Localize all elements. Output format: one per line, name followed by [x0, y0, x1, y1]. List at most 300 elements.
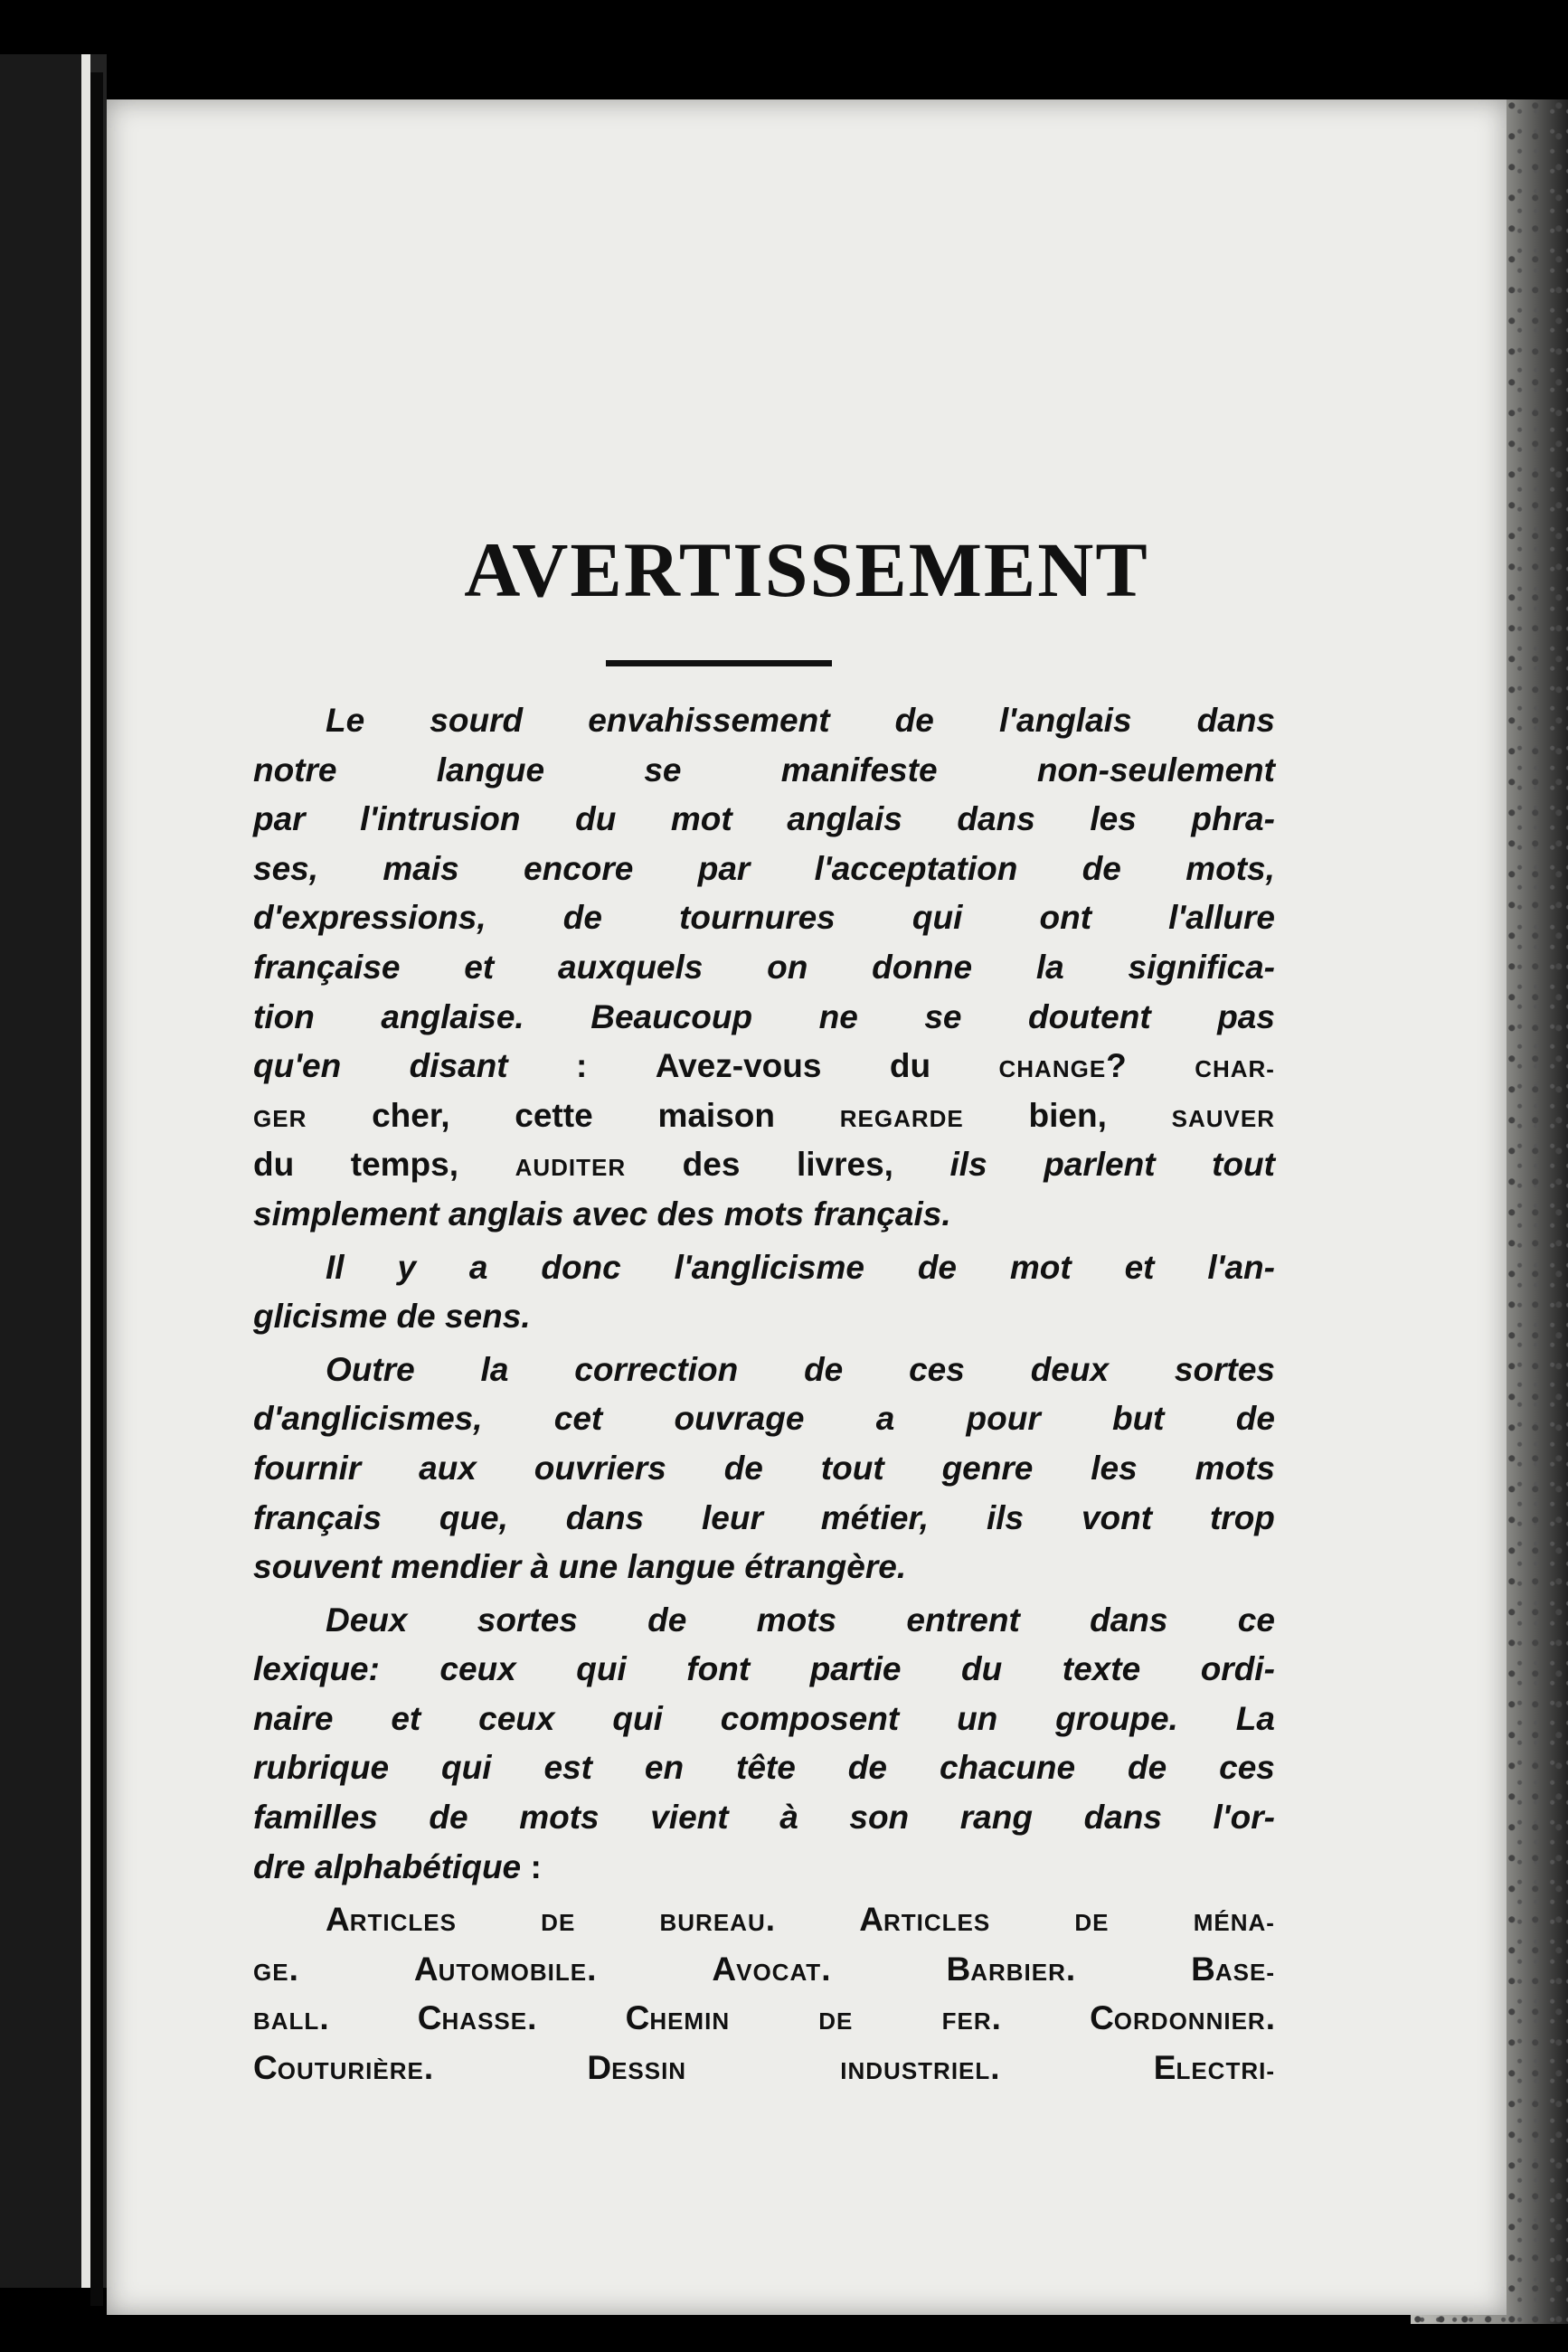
word: [626, 1994, 731, 2044]
text-segment: à: [530, 1548, 550, 1586]
text-segment: A: [413, 1950, 439, 1988]
text-line: [253, 746, 1275, 796]
word: [1201, 1645, 1275, 1695]
text-segment: de: [562, 899, 602, 937]
text-segment: ne: [818, 997, 858, 1035]
word: [656, 1042, 822, 1091]
text-segment: .: [821, 1950, 831, 1988]
text-segment: de: [917, 1248, 958, 1286]
text-segment: genre: [941, 1449, 1034, 1487]
word: [724, 1444, 763, 1494]
word: [253, 1695, 333, 1744]
word: [781, 746, 938, 796]
word: [481, 1346, 509, 1395]
text-segment: tournures: [679, 899, 836, 937]
text-segment: du: [253, 1146, 295, 1184]
text-segment: C: [253, 2049, 278, 2087]
word: [1191, 795, 1275, 845]
word: [1090, 795, 1136, 845]
text-segment: bien,: [1028, 1096, 1107, 1134]
word: [657, 1190, 715, 1240]
text-segment: ASE-: [1214, 1958, 1275, 1986]
text-segment: la: [1035, 948, 1064, 986]
text-segment: DE: [541, 1909, 576, 1937]
word: [849, 1793, 909, 1843]
text-line: [253, 1494, 1275, 1544]
text-segment: mots: [756, 1601, 837, 1639]
text-segment: vient: [650, 1799, 729, 1837]
word: [660, 1895, 776, 1945]
text-segment: OUTURIÈRE: [277, 2057, 424, 2085]
word: [253, 845, 318, 894]
word: [360, 795, 520, 845]
text-segment: entrent: [906, 1601, 1020, 1639]
text-segment: D: [587, 2049, 612, 2087]
text-segment: en: [644, 1749, 685, 1787]
word: [1082, 1494, 1152, 1544]
text-segment: LECTRI-: [1176, 2057, 1275, 2085]
text-segment: ce: [1237, 1601, 1275, 1639]
word: [1212, 1140, 1275, 1190]
word: [253, 795, 306, 845]
text-segment: INDUSTRIEL: [840, 2057, 991, 2085]
text-segment: :: [530, 1847, 542, 1885]
word: [840, 2044, 999, 2093]
text-line: [253, 1091, 1275, 1141]
text-segment: l'anglais: [998, 702, 1132, 739]
word: [683, 1140, 741, 1190]
text-segment: tout: [1212, 1146, 1275, 1184]
text-segment: maison: [657, 1096, 775, 1134]
word: [1040, 893, 1092, 943]
word: [541, 1243, 620, 1293]
book-page: [107, 99, 1507, 2315]
word: [1236, 1695, 1275, 1744]
word: [818, 1994, 853, 2044]
text-segment: correction: [574, 1350, 739, 1388]
text-segment: aux: [419, 1449, 477, 1487]
text-segment: ces: [1219, 1749, 1275, 1787]
text-segment: Avez-vous: [655, 1047, 822, 1085]
word: [419, 1444, 477, 1494]
text-segment: anglais: [448, 1195, 564, 1233]
word: [961, 1645, 1002, 1695]
word: [383, 845, 458, 894]
word: [940, 1743, 1075, 1793]
word: [1063, 1645, 1140, 1695]
text-segment: ESSIN: [611, 2057, 687, 2085]
word: [779, 1793, 798, 1843]
text-segment: RTICLES: [349, 1909, 457, 1937]
word: [587, 2044, 686, 2093]
word: [563, 893, 602, 943]
word: [1125, 1243, 1155, 1293]
word: [1091, 1444, 1137, 1494]
word: [439, 1645, 515, 1695]
word: [813, 1190, 950, 1240]
text-segment: tête: [736, 1749, 796, 1787]
word: [840, 1091, 964, 1141]
text-line: [253, 1140, 1275, 1190]
text-segment: métier,: [820, 1498, 930, 1536]
text-segment: ouvrage: [674, 1400, 805, 1438]
text-line: [253, 1895, 1275, 1945]
text-line: [253, 1596, 1275, 1646]
title-rule: [606, 660, 832, 666]
word: [967, 1394, 1041, 1444]
word: [1044, 1140, 1155, 1190]
word: [960, 1793, 1033, 1843]
word: [253, 1140, 294, 1190]
text-segment: du: [889, 1047, 931, 1085]
text-segment: B: [946, 1950, 971, 1988]
text-line: [253, 1292, 1275, 1342]
text-segment: font: [686, 1650, 751, 1688]
text-segment: mots: [723, 1195, 805, 1233]
text-segment: on: [767, 948, 808, 986]
text-segment: les: [1090, 800, 1137, 838]
text-segment: un: [957, 1699, 998, 1737]
text-segment: temps,: [350, 1146, 459, 1184]
text-segment: phra-: [1191, 800, 1275, 838]
text-segment: A: [326, 1901, 350, 1939]
word: [998, 1042, 1126, 1091]
text-segment: fournir: [253, 1449, 362, 1487]
word: [757, 1596, 836, 1646]
text-segment: qu'en: [253, 1047, 342, 1085]
text-segment: dans: [565, 1498, 645, 1536]
text-segment: .: [765, 1901, 776, 1939]
text-segment: de: [1235, 1400, 1275, 1438]
word: [253, 993, 315, 1043]
text-segment: y: [397, 1248, 417, 1286]
word: [950, 1140, 987, 1190]
text-segment: l'allure: [1168, 899, 1275, 937]
text-segment: sens.: [444, 1298, 531, 1336]
word: [437, 746, 544, 796]
text-segment: deux: [1030, 1350, 1110, 1388]
paragraph-5: [253, 1895, 1275, 2096]
text-segment: qui: [441, 1749, 492, 1787]
text-segment: à: [779, 1799, 798, 1837]
text-segment: rang: [959, 1799, 1033, 1837]
text-segment: de: [647, 1601, 687, 1639]
word: [449, 1190, 564, 1240]
word: [1028, 993, 1151, 1043]
word: [698, 845, 751, 894]
text-segment: une: [558, 1548, 619, 1586]
word: [1195, 1042, 1275, 1091]
word: [253, 1945, 298, 1995]
word: [736, 1743, 796, 1793]
word: [253, 1994, 329, 2044]
word: [1191, 1945, 1275, 1995]
text-segment: simplement: [253, 1195, 439, 1233]
word: [574, 1346, 738, 1395]
text-segment: SAUVER: [1171, 1104, 1275, 1132]
text-segment: pour: [966, 1400, 1041, 1438]
word: [253, 1645, 380, 1695]
text-segment: partie: [809, 1650, 902, 1688]
word: [987, 1494, 1024, 1544]
word: [1055, 1695, 1178, 1744]
word: [1217, 993, 1275, 1043]
text-segment: se: [644, 751, 682, 789]
word: [946, 1945, 1075, 1995]
word: [1029, 1091, 1107, 1141]
word: [872, 943, 972, 993]
text-segment: ils: [986, 1498, 1025, 1536]
word: [1168, 893, 1275, 943]
text-segment: donc: [541, 1248, 621, 1286]
word: [524, 845, 633, 894]
text-line: [253, 1945, 1275, 1995]
word: [918, 1243, 957, 1293]
word: [1214, 1793, 1275, 1843]
text-segment: familles: [253, 1799, 378, 1837]
word: [906, 1596, 1019, 1646]
word: [326, 1243, 345, 1293]
text-segment: la: [480, 1350, 509, 1388]
word: [253, 1494, 382, 1544]
word: [1207, 1243, 1275, 1293]
text-segment: DE: [818, 2007, 854, 2036]
word: [253, 1042, 341, 1091]
book-spine-edge: [90, 72, 103, 2306]
text-segment: MÉNA-: [1193, 1909, 1275, 1937]
text-segment: mot: [1009, 1248, 1072, 1286]
text-segment: encore: [524, 849, 634, 887]
text-segment: mendier: [391, 1548, 522, 1586]
text-line: [253, 1243, 1275, 1293]
text-segment: ?: [1106, 1047, 1127, 1085]
text-line: [253, 893, 1275, 943]
word: [1175, 1346, 1275, 1395]
text-segment: HEMIN: [649, 2007, 731, 2036]
word: [724, 1190, 804, 1240]
text-segment: se: [924, 997, 962, 1035]
word: [1082, 845, 1121, 894]
word: [253, 1190, 439, 1240]
word: [957, 795, 1034, 845]
word: [657, 1091, 775, 1141]
word: [644, 746, 681, 796]
text-segment: C: [1090, 1999, 1114, 2037]
text-segment: ordi-: [1200, 1650, 1275, 1688]
word: [554, 1394, 602, 1444]
word: [253, 1292, 387, 1342]
text-segment: significa-: [1128, 948, 1275, 986]
text-segment: qui: [576, 1650, 627, 1688]
text-segment: par: [697, 849, 751, 887]
word: [675, 1243, 864, 1293]
word: [253, 1743, 389, 1793]
word: [1084, 1793, 1162, 1843]
text-segment: .: [990, 2049, 1000, 2087]
word: [576, 1042, 587, 1091]
text-segment: langue: [627, 1548, 735, 1586]
text-segment: et: [1124, 1248, 1155, 1286]
text-segment: l'anglicisme: [674, 1248, 864, 1286]
word: [909, 1346, 965, 1395]
text-segment: parlent: [1044, 1146, 1156, 1184]
word: [469, 1243, 488, 1293]
text-segment: chacune: [939, 1749, 1076, 1787]
text-segment: REGARDE: [839, 1104, 964, 1132]
text-segment: son: [849, 1799, 910, 1837]
word: [253, 1394, 483, 1444]
text-segment: français.: [813, 1195, 951, 1233]
text-segment: de: [804, 1350, 844, 1388]
text-segment: l'or-: [1213, 1799, 1275, 1837]
text-segment: VOCAT: [736, 1958, 822, 1986]
text-segment: FER: [941, 2007, 992, 2036]
word: [744, 1543, 906, 1592]
text-segment: sourd: [430, 702, 524, 739]
word: [588, 696, 829, 746]
text-segment: d'anglicismes,: [253, 1400, 483, 1438]
word: [848, 1743, 887, 1793]
text-segment: ses,: [253, 849, 319, 887]
word: [804, 1346, 843, 1395]
text-segment: que,: [439, 1498, 508, 1536]
word: [351, 1140, 458, 1190]
text-segment: ORDONNIER: [1113, 2007, 1266, 2036]
word: [942, 1444, 1034, 1494]
word: [1154, 2044, 1275, 2093]
text-segment: a: [468, 1248, 488, 1286]
word: [531, 1843, 542, 1893]
text-segment: .: [319, 1999, 329, 2037]
word: [1238, 1596, 1275, 1646]
word: [671, 795, 732, 845]
text-segment: .: [288, 1950, 298, 1988]
text-line: [253, 993, 1275, 1043]
text-segment: rubrique: [253, 1749, 390, 1787]
text-segment: dans: [1083, 1799, 1162, 1837]
text-segment: envahissement: [588, 702, 830, 739]
text-segment: .: [991, 1999, 1001, 2037]
paragraph-2: [253, 1243, 1275, 1346]
text-segment: tout: [820, 1449, 884, 1487]
word: [573, 1190, 647, 1240]
word: [1236, 1394, 1275, 1444]
word: [566, 1494, 644, 1544]
text-line: [253, 1994, 1275, 2044]
text-segment: .: [1265, 1999, 1275, 2037]
word: [1090, 1994, 1275, 2044]
text-segment: ils: [949, 1146, 987, 1184]
text-segment: cette: [515, 1096, 593, 1134]
word: [890, 1042, 930, 1091]
word: [628, 1543, 735, 1592]
word: [464, 943, 494, 993]
word: [576, 1645, 626, 1695]
word: [912, 893, 962, 943]
word: [253, 1444, 361, 1494]
word: [372, 1091, 449, 1141]
word: [1219, 1743, 1275, 1793]
text-segment: mais: [383, 849, 459, 887]
text-segment: naire: [253, 1699, 334, 1737]
paragraph-1: [253, 696, 1275, 1243]
word: [397, 1243, 416, 1293]
word: [439, 1494, 508, 1544]
text-segment: E: [1153, 2049, 1176, 2087]
text-segment: lexique:: [253, 1650, 380, 1688]
text-segment: glicisme: [253, 1298, 388, 1336]
word: [1010, 1243, 1072, 1293]
text-segment: tion: [253, 997, 315, 1035]
text-segment: DE: [1074, 1909, 1110, 1937]
text-segment: B: [1191, 1950, 1215, 1988]
word: [1194, 1895, 1275, 1945]
word: [721, 1695, 899, 1744]
text-line: [253, 1543, 1275, 1592]
text-line: [253, 2044, 1275, 2093]
text-line: [253, 1843, 1275, 1893]
text-segment: :: [576, 1047, 588, 1085]
word: [797, 1140, 893, 1190]
word: [534, 1444, 666, 1494]
text-segment: doutent: [1028, 997, 1151, 1035]
word: [253, 1793, 378, 1843]
text-segment: Beaucoup: [590, 997, 753, 1035]
text-line: [253, 1346, 1275, 1395]
word: [1036, 943, 1064, 993]
word: [895, 696, 934, 746]
text-segment: étrangère.: [744, 1548, 907, 1586]
word: [253, 2044, 433, 2093]
text-segment: de: [847, 1749, 887, 1787]
word: [253, 1843, 306, 1893]
word: [767, 943, 808, 993]
text-segment: composent: [720, 1699, 900, 1737]
text-segment: mots: [1195, 1449, 1275, 1487]
text-line: [253, 1190, 1275, 1240]
text-line: [253, 1394, 1275, 1444]
text-segment: sortes: [477, 1601, 578, 1639]
word: [430, 696, 523, 746]
word: [558, 943, 703, 993]
word: [821, 1444, 884, 1494]
text-segment: anglais: [787, 800, 902, 838]
word: [702, 1494, 763, 1544]
text-segment: ceux: [478, 1699, 555, 1737]
word: [924, 993, 961, 1043]
text-segment: cet: [553, 1400, 603, 1438]
text-segment: de: [396, 1298, 436, 1336]
text-segment: de: [1082, 849, 1121, 887]
text-segment: des: [682, 1146, 741, 1184]
text-segment: UTOMOBILE: [438, 1958, 588, 1986]
word: [515, 1140, 627, 1190]
text-segment: but: [1111, 1400, 1165, 1438]
word: [326, 1596, 407, 1646]
word: [815, 845, 1018, 894]
text-segment: .: [423, 2049, 434, 2087]
text-segment: livres,: [796, 1146, 893, 1184]
text-line: [253, 1042, 1275, 1091]
text-segment: de: [723, 1449, 763, 1487]
text-segment: GER: [253, 1104, 307, 1132]
text-segment: ces: [909, 1350, 965, 1388]
word: [1037, 746, 1275, 796]
text-segment: CHANGE: [998, 1055, 1107, 1083]
text-segment: des: [656, 1195, 715, 1233]
text-segment: ouvriers: [534, 1449, 666, 1487]
text-segment: HASSE: [441, 2007, 528, 2036]
